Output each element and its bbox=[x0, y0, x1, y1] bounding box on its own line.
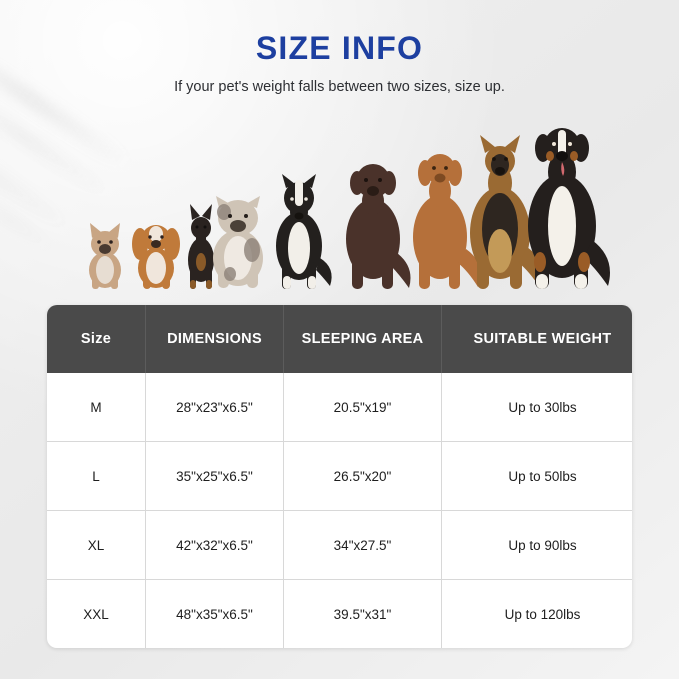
cell-size: XL bbox=[47, 511, 146, 580]
cell-dimensions: 28"x23"x6.5" bbox=[146, 373, 284, 442]
header bbox=[0, 30, 679, 95]
column-header-sleeping-area: SLEEPING AREA bbox=[284, 305, 442, 373]
column-header-size: Size bbox=[47, 305, 146, 373]
cell-suitable-weight: Up to 50lbs bbox=[442, 442, 633, 511]
dog-bernese-mountain-dog-icon bbox=[510, 122, 614, 290]
column-header-dimensions: DIMENSIONS bbox=[146, 305, 284, 373]
page-title: SIZE INFO bbox=[255, 30, 424, 66]
dog-lineup-illustration bbox=[0, 110, 679, 290]
cell-sleeping-area: 20.5"x19" bbox=[284, 373, 442, 442]
cell-dimensions: 35"x25"x6.5" bbox=[146, 442, 284, 511]
column-header-suitable-weight: SUITABLE WEIGHT bbox=[442, 305, 633, 373]
cell-dimensions: 42"x32"x6.5" bbox=[146, 511, 284, 580]
table-body bbox=[47, 373, 632, 648]
cell-dimensions: 48"x35"x6.5" bbox=[146, 580, 284, 649]
cell-suitable-weight: Up to 120lbs bbox=[442, 580, 633, 649]
cell-suitable-weight: Up to 30lbs bbox=[442, 373, 633, 442]
table-row bbox=[47, 373, 632, 442]
size-info-table bbox=[47, 305, 632, 648]
table-row bbox=[47, 442, 632, 511]
cell-sleeping-area: 39.5"x31" bbox=[284, 580, 442, 649]
size-table bbox=[47, 305, 632, 648]
page-subtitle: If your pet's weight falls between two sizes, size up. bbox=[174, 79, 505, 95]
cell-suitable-weight: Up to 90lbs bbox=[442, 511, 633, 580]
table-row bbox=[47, 580, 632, 649]
table-header-row bbox=[47, 305, 632, 373]
dog-french-bulldog-icon bbox=[78, 218, 132, 290]
cell-sleeping-area: 26.5"x20" bbox=[284, 442, 442, 511]
cell-size: M bbox=[47, 373, 146, 442]
cell-sleeping-area: 34"x27.5" bbox=[284, 511, 442, 580]
table-header bbox=[47, 305, 632, 373]
table-row bbox=[47, 511, 632, 580]
cell-size: XXL bbox=[47, 580, 146, 649]
dog-border-collie-icon bbox=[262, 172, 336, 290]
cell-size: L bbox=[47, 442, 146, 511]
